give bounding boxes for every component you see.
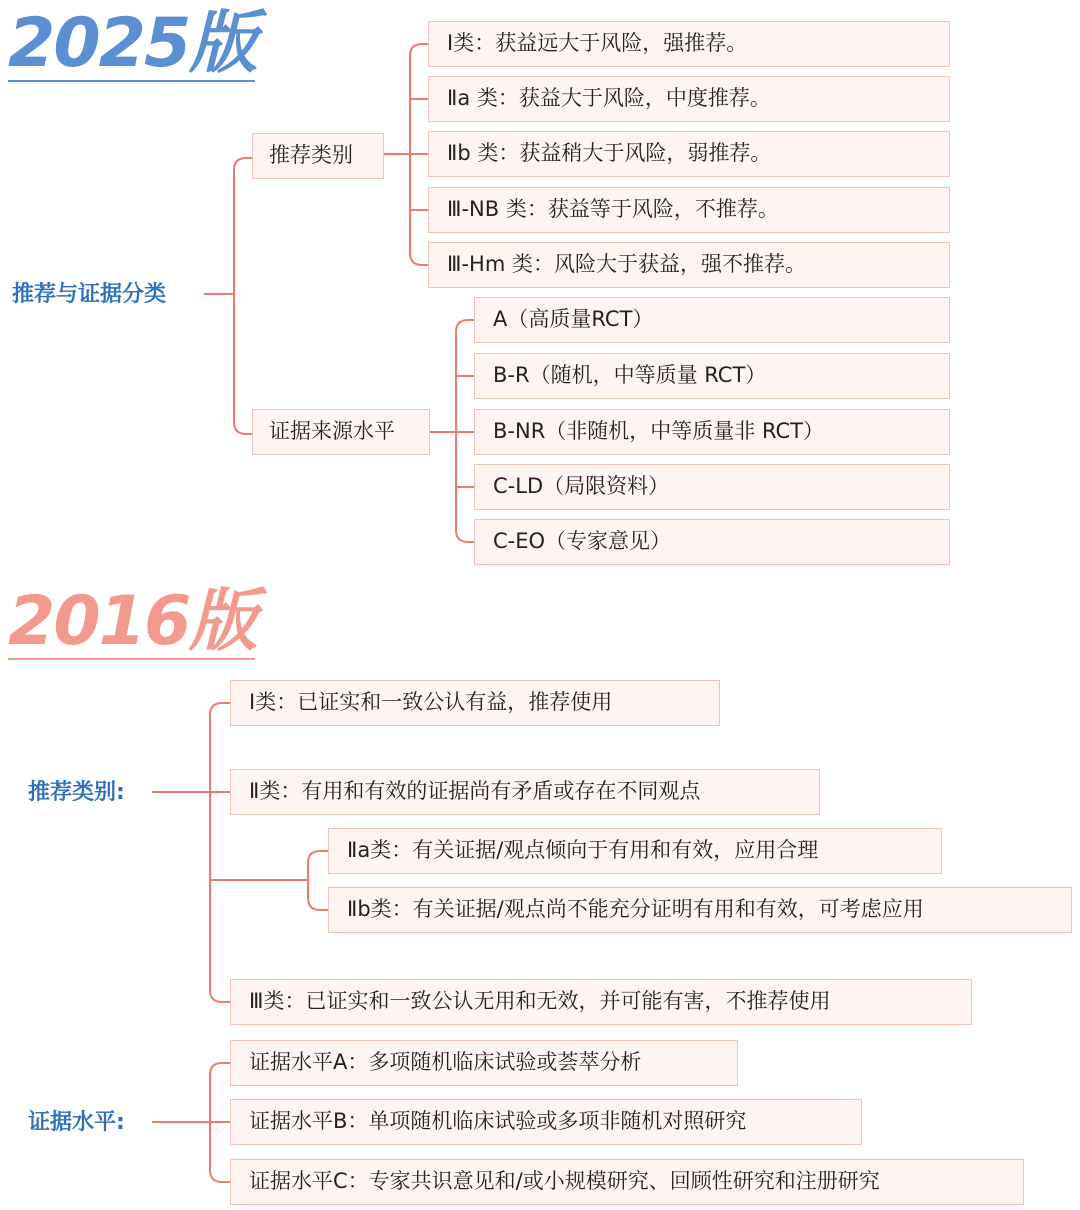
title-2016: 2016版	[8, 582, 256, 661]
mid-node-evidence-level: 证据来源水平	[252, 409, 430, 455]
mid-node-recommendation-class: 推荐类别	[252, 133, 384, 179]
evidence-a-2016-node: 证据水平A：多项随机临床试验或荟萃分析	[230, 1040, 738, 1086]
evidence-a-node: A（高质量RCT）	[474, 297, 950, 343]
evidence-c-2016-node: 证据水平C：专家共识意见和/或小规模研究、回顾性研究和注册研究	[230, 1159, 1024, 1205]
root-node-2016-recommendation: 推荐类别:	[28, 780, 125, 805]
evidence-b-2016-node: 证据水平B：单项随机临床试验或多项非随机对照研究	[230, 1099, 862, 1145]
connector-rec-branches-2016	[210, 703, 230, 1002]
root-node-2025: 推荐与证据分类	[12, 282, 167, 307]
class-2b-node: Ⅱb 类：获益稍大于风险，弱推荐。	[428, 131, 950, 177]
class-1-node: Ⅰ类：获益远大于风险，强推荐。	[428, 21, 950, 67]
evidence-c-ld-node: C-LD（局限资料）	[474, 464, 950, 510]
title-2025: 2025版	[8, 4, 256, 83]
class-2a-node: Ⅱa 类：获益大于风险，中度推荐。	[428, 76, 950, 122]
class-2-2016-node: Ⅱ类：有用和有效的证据尚有矛盾或存在不同观点	[230, 769, 820, 815]
class-2a-2016-node: Ⅱa类：有关证据/观点倾向于有用和有效，应用合理	[328, 828, 942, 874]
connector-class2-sub	[308, 851, 328, 910]
evidence-b-nr-node: B-NR（非随机，中等质量非 RCT）	[474, 409, 950, 455]
root-node-2016-evidence: 证据水平:	[28, 1110, 125, 1135]
class-3-2016-node: Ⅲ类：已证实和一致公认无用和无效，并可能有害，不推荐使用	[230, 979, 972, 1025]
class-1-2016-node: Ⅰ类：已证实和一致公认有益，推荐使用	[230, 680, 720, 726]
evidence-c-eo-node: C-EO（专家意见）	[474, 519, 950, 565]
class-3-hm-node: Ⅲ-Hm 类：风险大于获益，强不推荐。	[428, 242, 950, 288]
class-2b-2016-node: Ⅱb类：有关证据/观点尚不能充分证明有用和有效，可考虑应用	[328, 887, 1072, 933]
connector-root-branches-2025	[234, 158, 252, 434]
evidence-b-r-node: B-R（随机，中等质量 RCT）	[474, 353, 950, 399]
class-3-nb-node: Ⅲ-NB 类：获益等于风险，不推荐。	[428, 187, 950, 233]
